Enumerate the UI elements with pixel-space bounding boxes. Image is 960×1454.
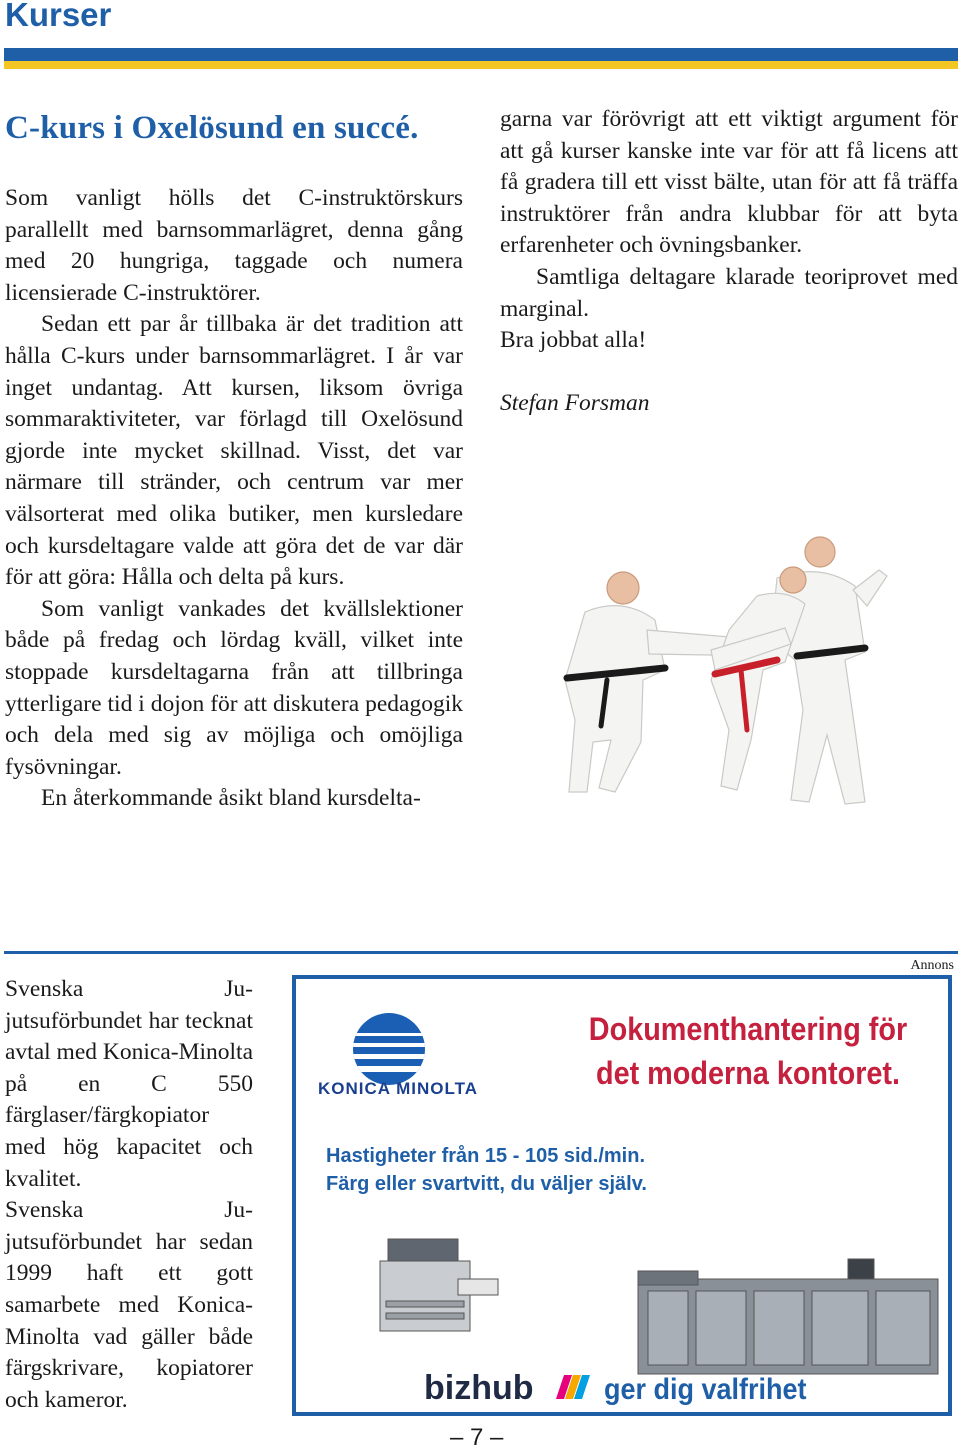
article-paragraph: En återkommande åsikt bland kursdelta- xyxy=(41,785,421,812)
section-title: Kurser xyxy=(5,0,112,33)
konica-minolta-advertisement[interactable] xyxy=(292,975,952,1416)
article-paragraph: Samtliga deltagare klarade teoriprovet med marginal. xyxy=(500,263,958,322)
bizhub-stripe-icon xyxy=(554,1375,590,1399)
page-number: – 7 – xyxy=(450,1424,504,1451)
article-byline: Stefan Forsman xyxy=(500,389,650,416)
ad-slogan: Dokumenthantering för det moderna kontoret. xyxy=(588,1011,908,1091)
header-rule-blue xyxy=(4,48,958,61)
ad-label: Annons xyxy=(910,958,954,973)
article-headline: C-kurs i Oxelösund en succé. xyxy=(5,110,419,146)
ad-speed-text xyxy=(326,1142,647,1198)
ad-speed-line: Färg eller svartvitt, du väljer själv. xyxy=(326,1173,647,1195)
jujutsu-practitioners-photo xyxy=(515,530,925,820)
ad-speed-line: Hastigheter från 15 - 105 sid./min. xyxy=(326,1145,645,1167)
article-paragraph: Bra jobbat alla! xyxy=(500,327,647,354)
header-rule-yellow xyxy=(4,61,958,69)
article-paragraph: garna var förövrigt att ett viktigt argument för att gå kurser kanske inte var för att få licens att få gradera till ett visst bälte, utan för att få träffa instruktörer från andra klubbar för att byta erfarenheter och övningsbanker. xyxy=(500,106,958,259)
sidebar-text xyxy=(5,974,253,1416)
ad-brand: KONICA MINOLTA xyxy=(318,1079,479,1098)
ad-product-name: bizhub xyxy=(424,1369,534,1407)
article-column-left xyxy=(5,183,463,815)
ad-tagline: ger dig valfrihet xyxy=(604,1373,807,1406)
article-column-right xyxy=(500,104,958,419)
office-printers-icon xyxy=(308,1219,948,1399)
sidebar-paragraph: Svenska Ju-jutsuförbundet har tecknat avtal med Konica-Minolta på en C 550 färglaser/färgkopiator med hög kapacitet och kvalitet. xyxy=(5,976,253,1192)
article-paragraph: Som vanligt hölls det C-instruktörskurs parallellt med barnsommarlägret, denna gång med 20 hungriga, taggade och numera licensierade C-instruktörer. xyxy=(5,185,463,306)
bottom-section-rule xyxy=(4,951,958,954)
sidebar-paragraph: Svenska Ju-jutsuförbundet har sedan 1999 haft ett gott samarbete med Konica-Minolta vad gäller både färgskrivare, kopiatorer och kameror. xyxy=(5,1197,253,1413)
konica-minolta-logo-icon xyxy=(353,1013,425,1085)
article-paragraph: Som vanligt vankades det kvällslektioner både på fredag och lördag kväll, vilket inte stoppade kursdeltagarna från att tillbringa ytterligare tid i dojon för att diskutera pedagogik och dela med sig av möjliga och omöjliga fysövningar. xyxy=(5,595,463,780)
article-paragraph: Sedan ett par år tillbaka är det tradition att hålla C-kurs under barnsommarlägret. I år var inget undantag. Att kursen, liksom övriga sommaraktiviteter, var förlagd till Oxelösund gjorde inte mycket skillnad. Visst, det var närmare till stränder, och centrum var mer välsorterat med olika butiker, men kursledare och kursdeltagare valde att göra det de var där för att göra: Hålla och delta på kurs. xyxy=(5,311,463,591)
